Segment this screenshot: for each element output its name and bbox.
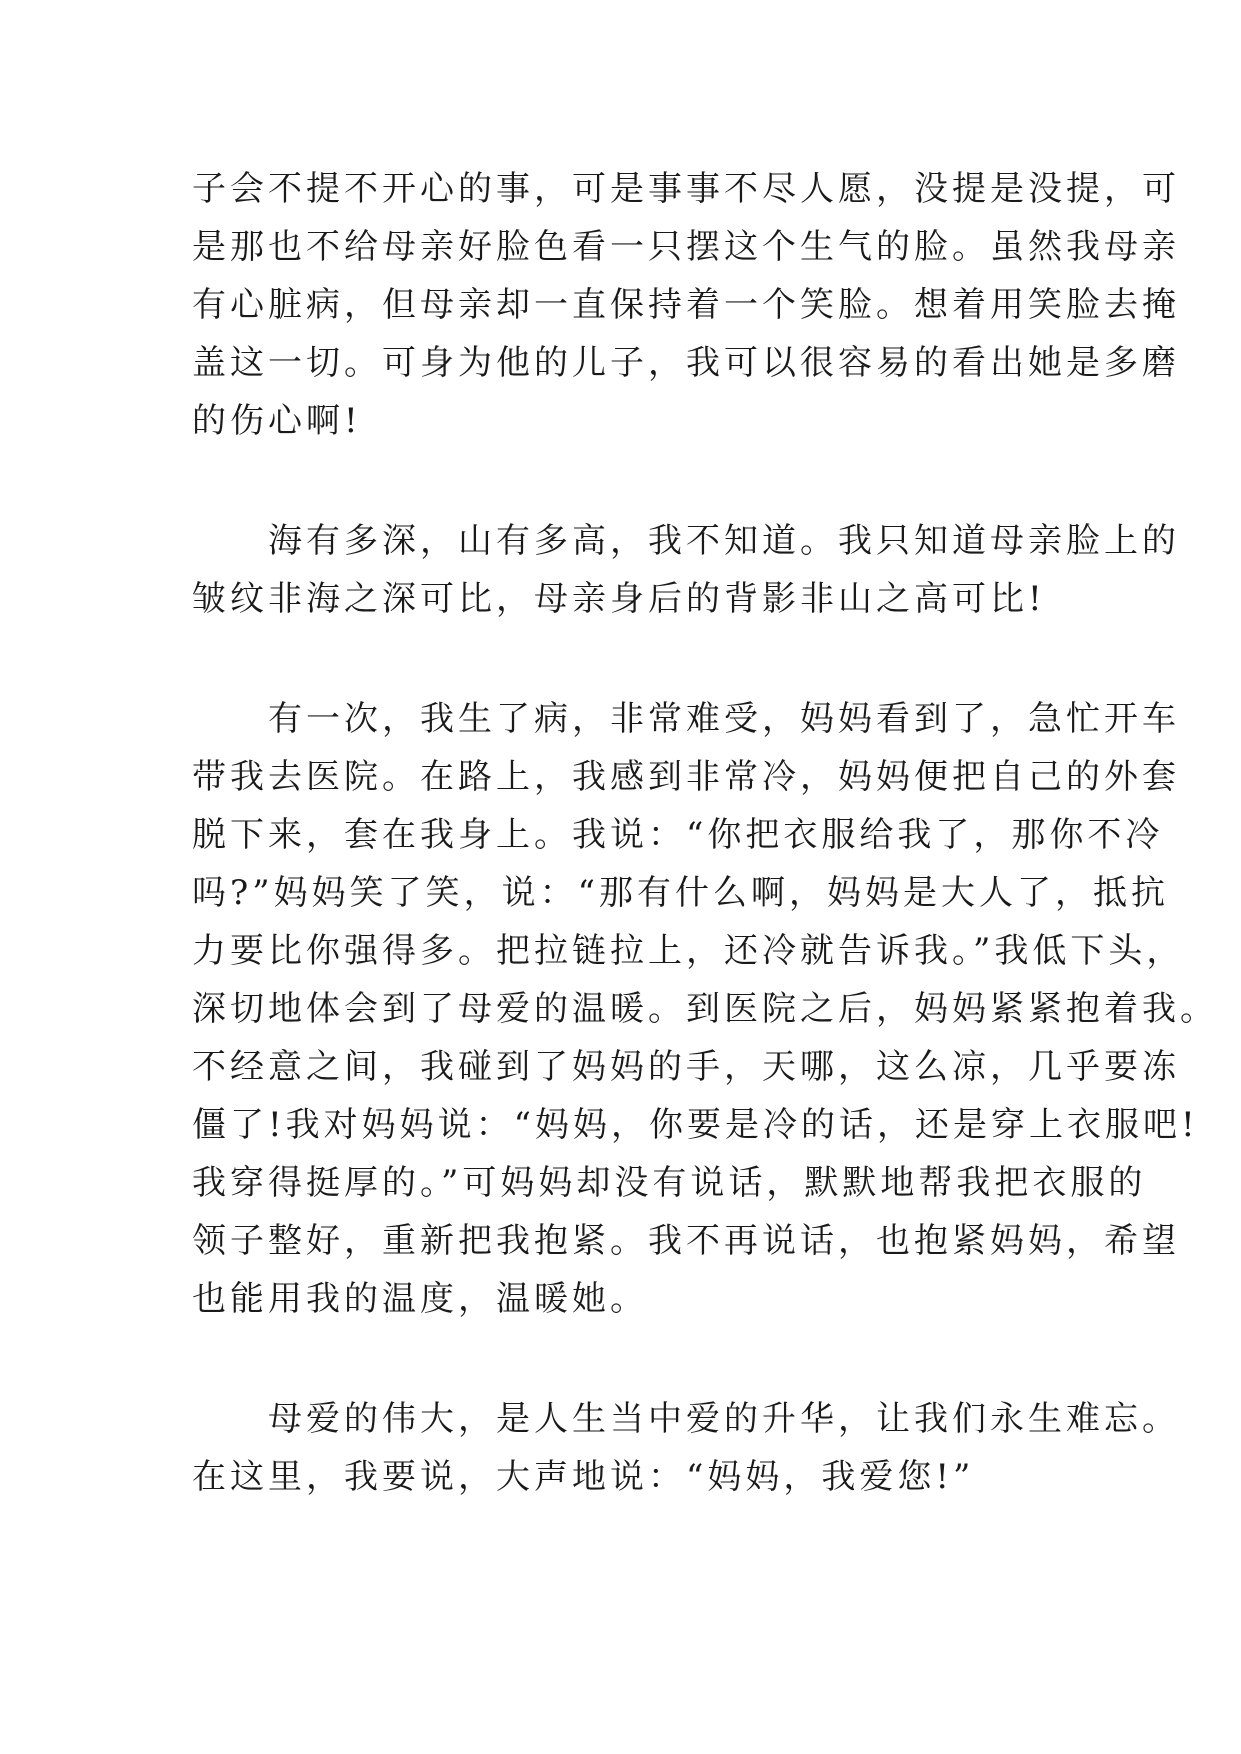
text-line: 也能用我的温度，温暖她。 [192,1279,648,1319]
text-line: 领子整好，重新把我抱紧。我不再说话，也抱紧妈妈，希望 [192,1221,1180,1261]
text-line: 母爱的伟大，是人生当中爱的升华，让我们永生难忘。 [192,1399,1180,1439]
text-line: 在这里，我要说，大声地说：“妈妈，我爱您!” [192,1457,975,1497]
paragraph-gap [192,628,1062,690]
paragraph-gap [192,1328,1062,1390]
text-line: 脱下来，套在我身上。我说：“你把衣服给我了，那你不冷 [192,815,1164,855]
text-line: 不经意之间，我碰到了妈妈的手，天哪，这么凉，几乎要冻 [192,1047,1180,1087]
paragraph-2 [192,512,1180,628]
paragraph-gap [192,450,1062,512]
text-line: 吗?”妈妈笑了笑，说：“那有什么啊，妈妈是大人了，抵抗 [192,873,1169,913]
text-line: 带我去医院。在路上，我感到非常冷，妈妈便把自己的外套 [192,757,1180,797]
text-line: 我穿得挺厚的。”可妈妈却没有说话，默默地帮我把衣服的 [192,1163,1147,1203]
article-body [192,160,1218,1506]
text-line: 力要比你强得多。把拉链拉上，还冷就告诉我。”我低下头， [192,931,1185,971]
text-line: 僵了!我对妈妈说：“妈妈，你要是冷的话，还是穿上衣服吧! [192,1105,1199,1145]
text-line: 深切地体会到了母爱的温暖。到医院之后，妈妈紧紧抱着我。 [192,989,1218,1029]
paragraph-4 [192,1390,1180,1506]
text-line: 皱纹非海之深可比，母亲身后的背影非山之高可比! [192,579,1046,619]
text-line: 的伤心啊! [192,401,362,441]
text-line: 是那也不给母亲好脸色看一只摆这个生气的脸。虽然我母亲 [192,227,1180,267]
text-line: 盖这一切。可身为他的儿子，我可以很容易的看出她是多磨 [192,343,1180,383]
text-line: 有心脏病，但母亲却一直保持着一个笑脸。想着用笑脸去掩 [192,285,1180,325]
text-line: 子会不提不开心的事，可是事事不尽人愿，没提是没提，可 [192,169,1180,209]
text-line: 有一次，我生了病，非常难受，妈妈看到了，急忙开车 [192,699,1180,739]
text-line: 海有多深，山有多高，我不知道。我只知道母亲脸上的 [192,521,1180,561]
paragraph-1 [192,160,1180,450]
paragraph-3 [192,690,1218,1328]
